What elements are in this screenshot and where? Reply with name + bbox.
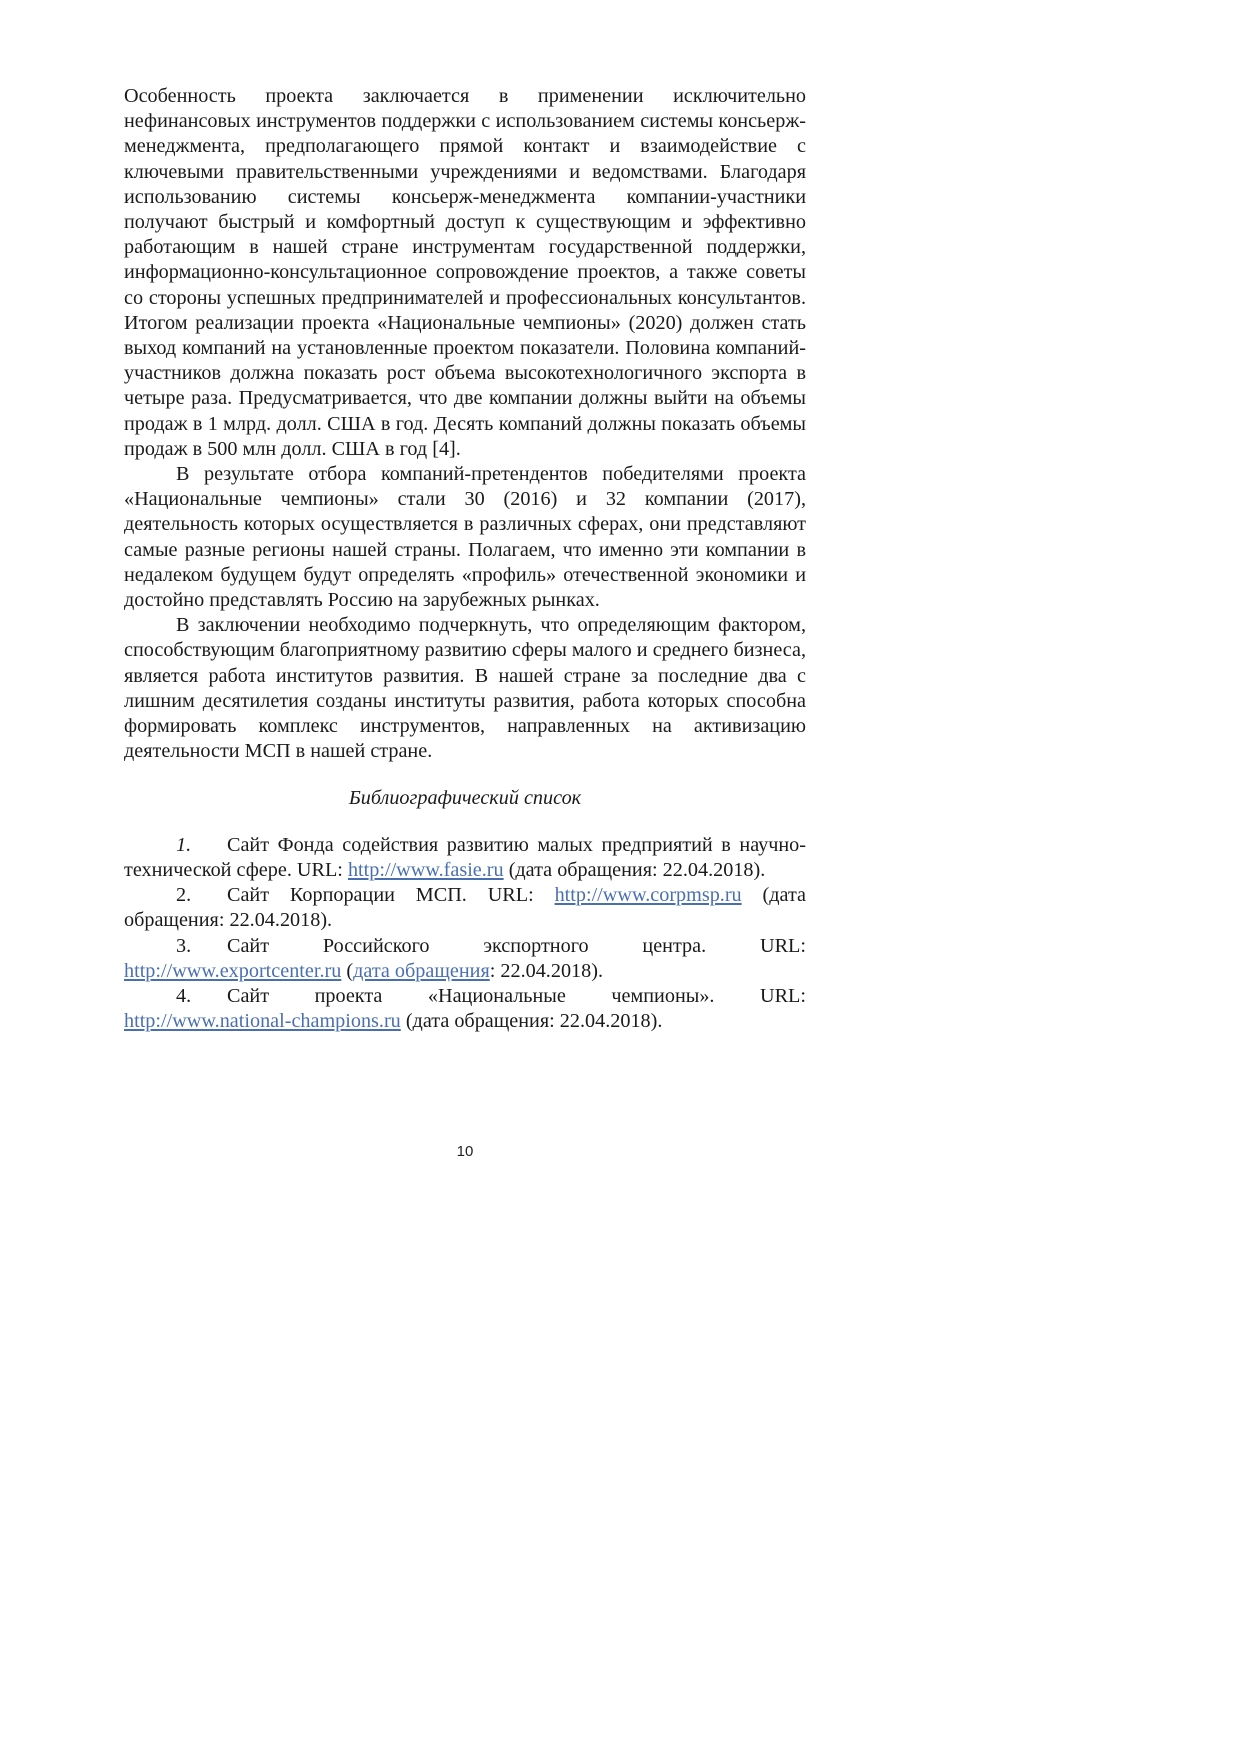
bibliography-item-1 [124, 833, 806, 883]
paragraph-1: Особенность проекта заключается в применении исключительно нефинансовых инструментов поддержки с использованием системы консьерж-менеджмента, предполагающего прямой контакт и взаимодействие с ключевыми правительственными учреждениями и ведомствами. Благодаря использованию системы консьерж-менеджмента компании-участники получают быстрый и комфортный доступ к существующим и эффективно работающим в нашей стране инструментам государственной поддержки, информационно-консультационное сопровождение проектов, а также советы со стороны успешных предпринимателей и профессиональных консультантов. Итогом реализации проекта «Национальные чемпионы» (2020) должен стать выход компаний на установленные проектом показатели. Половина компаний-участников должна показать рост объема высокотехнологичного экспорта в четыре раза. Предусматривается, что две компании должны выйти на объемы продаж в 1 млрд. долл. США в год. Десять компаний должны показать объемы продаж в 500 млн долл. США в год [4]. [124, 85, 806, 460]
item-number: 2. [176, 884, 192, 907]
national-champions-link[interactable]: http://www.national-champions.ru [124, 1010, 401, 1033]
bibliography-item-2 [124, 883, 806, 933]
item-number: 3. [176, 934, 192, 957]
item-text: Сайт Фонда содействия развитию малых предприятий в научно-технической сфере. URL: [124, 833, 806, 881]
item-text-middle: ( [341, 959, 354, 982]
item-number: 1. [176, 833, 192, 856]
item-number: 4. [176, 984, 192, 1007]
access-date-link[interactable]: дата обращения [353, 959, 490, 982]
item-date: : 22.04.2018). [489, 959, 604, 982]
item-text: Сайт Корпорации МСП. URL: [227, 884, 555, 907]
bibliography-list [124, 833, 806, 1035]
bibliography-title: Библиографический список [348, 787, 582, 810]
item-date: (дата обращения: 22.04.2018). [503, 858, 766, 881]
page-number: 10 [456, 1143, 474, 1160]
bibliography-item-3 [124, 934, 806, 984]
document-page [124, 84, 806, 1034]
fasie-link[interactable]: http://www.fasie.ru [347, 858, 504, 881]
item-text: Сайт Российского экспортного центра. URL: [227, 934, 806, 957]
item-date: (дата обращения: 22.04.2018). [124, 884, 806, 932]
item-date: (дата обращения: 22.04.2018). [400, 1010, 663, 1033]
paragraph-2: В результате отбора компаний-претендентов победителями проекта «Национальные чемпионы» стали 30 (2016) и 32 компании (2017), деятельность которых осуществляется в различных сферах, они представляют самые разные регионы нашей страны. Полагаем, что именно эти компании в недалеком будущем будут определять «профиль» отечественной экономики и достойно представлять Россию на зарубежных рынках. [124, 463, 806, 612]
item-text: Сайт проекта «Национальные чемпионы». URL: [227, 984, 806, 1007]
exportcenter-link[interactable]: http://www.exportcenter.ru [124, 959, 342, 982]
paragraph-3: В заключении необходимо подчеркнуть, что определяющим фактором, способствующим благоприятному развитию сферы малого и среднего бизнеса, является работа институтов развития. В нашей стране за последние два с лишним десятилетия созданы институты развития, работа которых способна формировать комплекс инструментов, направленных на активизацию деятельности МСП в нашей стране. [124, 614, 806, 763]
bibliography-item-4 [124, 984, 806, 1034]
corpmsp-link[interactable]: http://www.corpmsp.ru [554, 884, 742, 907]
